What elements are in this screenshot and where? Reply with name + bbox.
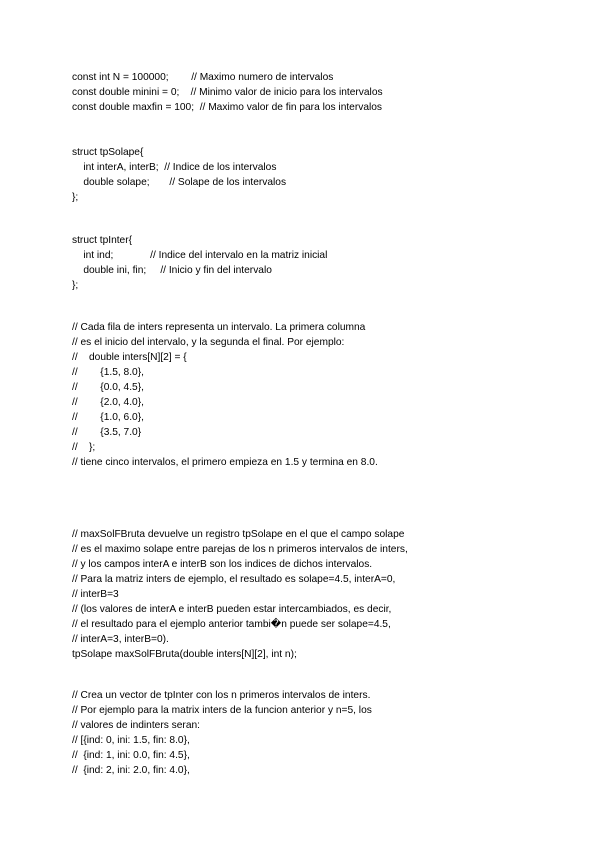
code-line: // {1.0, 6.0}, [72, 412, 144, 423]
code-line: tpSolape maxSolFBruta(double inters[N][2], int n); [72, 649, 297, 660]
code-line: // [{ind: 0, ini: 1.5, fin: 8.0}, [72, 735, 190, 746]
code-line: // {ind: 1, ini: 0.0, fin: 4.5}, [72, 750, 190, 761]
code-line: // tiene cinco intervalos, el primero empieza en 1.5 y termina en 8.0. [72, 457, 378, 468]
code-line: // el resultado para el ejemplo anterior tambi�n puede ser solape=4.5, [72, 619, 391, 630]
code-line: // Para la matriz inters de ejemplo, el resultado es solape=4.5, interA=0, [72, 574, 396, 585]
code-line: // {ind: 2, ini: 2.0, fin: 4.0}, [72, 765, 190, 776]
code-line: const double maxfin = 100; // Maximo valor de fin para los intervalos [72, 102, 383, 113]
code-line: // (los valores de interA e interB pueden estar intercambiados, es decir, [72, 604, 392, 615]
code-line: // Crea un vector de tpInter con los n primeros intervalos de inters. [72, 690, 371, 701]
code-line: // Por ejemplo para la matrix inters de la funcion anterior y n=5, los [72, 705, 372, 716]
code-line: int interA, interB; // Indice de los intervalos [72, 162, 277, 173]
code-line: }; [72, 280, 79, 291]
code-line: struct tpSolape{ [72, 147, 144, 158]
code-line: // es el maximo solape entre parejas de los n primeros intervalos de inters, [72, 544, 408, 555]
code-line: // interB=3 [72, 589, 119, 600]
code-line: const double minini = 0; // Minimo valor de inicio para los intervalos [72, 87, 383, 98]
code-line: // maxSolFBruta devuelve un registro tpSolape en el que el campo solape [72, 529, 405, 540]
code-line: // {1.5, 8.0}, [72, 367, 144, 378]
code-line: // interA=3, interB=0). [72, 634, 169, 645]
code-line: // double inters[N][2] = { [72, 352, 187, 363]
code-line: double solape; // Solape de los intervalos [72, 177, 287, 188]
code-line: // {2.0, 4.0}, [72, 397, 144, 408]
code-line: // es el inicio del intervalo, y la segunda el final. Por ejemplo: [72, 337, 345, 348]
code-line: double ini, fin; // Inicio y fin del intervalo [72, 265, 272, 276]
code-line: // valores de indinters seran: [72, 720, 200, 731]
code-line: int ind; // Indice del intervalo en la matriz inicial [72, 250, 328, 261]
code-line: // }; [72, 442, 96, 453]
code-line: // {3.5, 7.0} [72, 427, 142, 438]
code-line: const int N = 100000; // Maximo numero de intervalos [72, 72, 334, 83]
code-line: // y los campos interA e interB son los indices de dichos intervalos. [72, 559, 373, 570]
code-line: }; [72, 192, 79, 203]
code-line: // {0.0, 4.5}, [72, 382, 144, 393]
code-line: // Cada fila de inters representa un intervalo. La primera columna [72, 322, 366, 333]
code-line: struct tpInter{ [72, 235, 133, 246]
